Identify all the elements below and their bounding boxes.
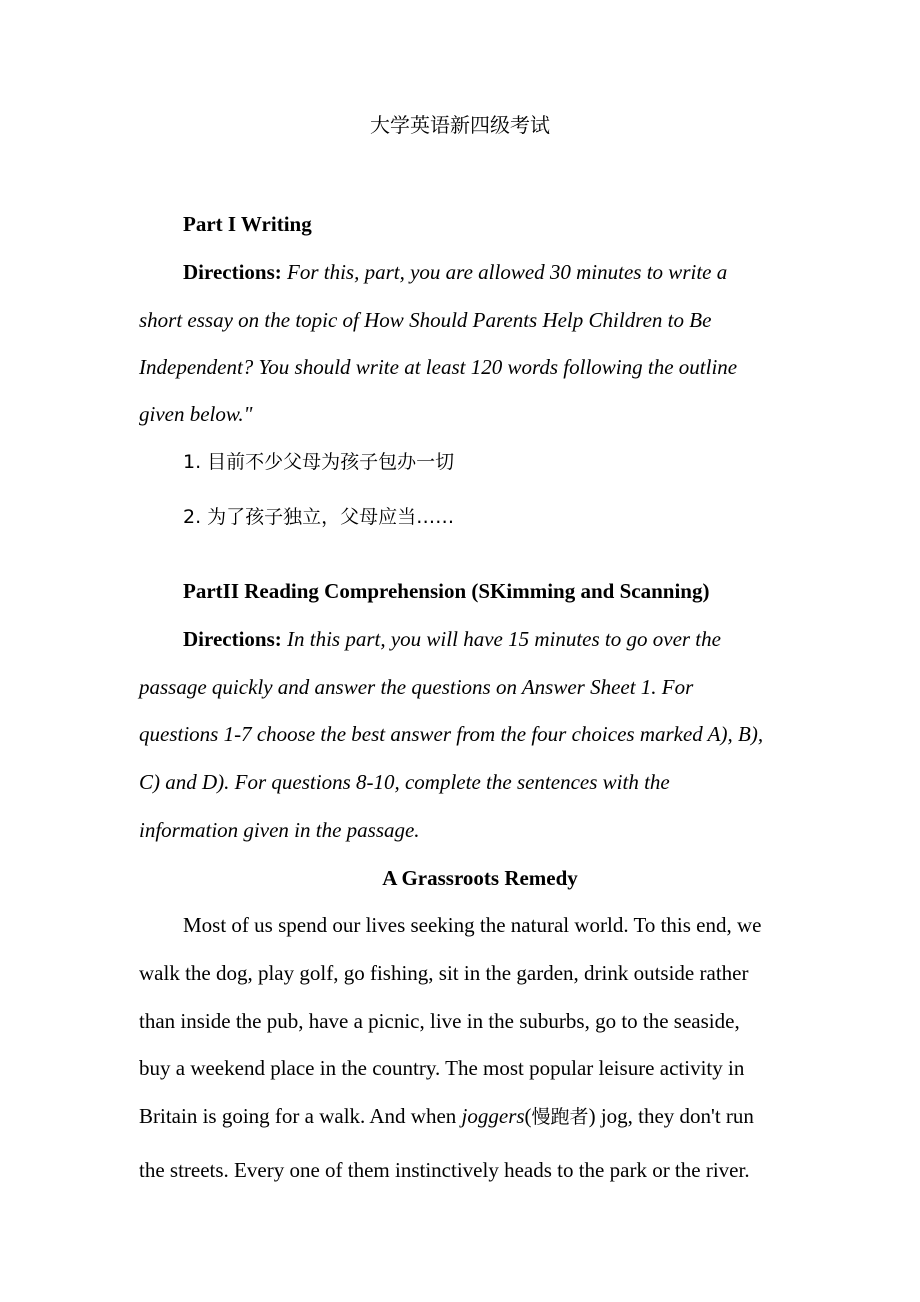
gloss-open-paren: ( xyxy=(524,1104,532,1128)
part1-directions-line-4: given below." xyxy=(139,402,253,426)
part2-heading: PartII Reading Comprehension (SKimming and Scanning) xyxy=(183,579,710,603)
part1-directions-text: For this, part, you are allowed 30 minutes to write a xyxy=(281,260,728,284)
part1-directions-line-1 xyxy=(183,257,727,287)
outline-item-2: 2. 为了孩子独立，父母应当…… xyxy=(183,506,455,528)
part2-directions-line-4: C) and D). For questions 8-10, complete the sentences with the xyxy=(139,770,670,794)
part1-directions-line-2: short essay on the topic of How Should Parents Help Children to Be xyxy=(139,308,712,332)
part2-directions-line-2: passage quickly and answer the questions on Answer Sheet 1. For xyxy=(139,675,694,699)
part2-directions-line-3: questions 1-7 choose the best answer from the four choices marked A), B), xyxy=(139,722,764,746)
part2-directions-line-5: information given in the passage. xyxy=(139,818,420,842)
passage-line-6: the streets. Every one of them instinctively heads to the park or the river. xyxy=(139,1158,750,1182)
part2-directions-label: Directions: xyxy=(183,627,282,651)
joggers-chinese-gloss: 慢跑者 xyxy=(531,1106,589,1128)
part2-directions-line-1 xyxy=(183,624,721,654)
gloss-close-paren: ) xyxy=(588,1104,596,1128)
part2-directions-text: In this part, you will have 15 minutes to go over the xyxy=(281,627,721,651)
joggers-term: joggers xyxy=(461,1104,525,1128)
part1-heading: Part I Writing xyxy=(183,212,312,236)
passage-line-4: buy a weekend place in the country. The most popular leisure activity in xyxy=(139,1056,745,1080)
passage-line-2: walk the dog, play golf, go fishing, sit in the garden, drink outside rather xyxy=(139,961,749,985)
passage-line-5-end: jog, they don't run xyxy=(595,1104,754,1128)
part1-directions-label: Directions: xyxy=(183,260,282,284)
outline-item-1: 1. 目前不少父母为孩子包办一切 xyxy=(183,451,455,473)
passage-title: A Grassroots Remedy xyxy=(382,866,578,890)
passage-line-5 xyxy=(139,1101,754,1132)
document-title: 大学英语新四级考试 xyxy=(370,113,550,137)
passage-line-1: Most of us spend our lives seeking the natural world. To this end, we xyxy=(183,913,762,937)
part1-directions-line-3: Independent? You should write at least 120 words following the outline xyxy=(139,355,738,379)
passage-line-5-start: Britain is going for a walk. And when xyxy=(139,1104,462,1128)
passage-line-3: than inside the pub, have a picnic, live in the suburbs, go to the seaside, xyxy=(139,1009,740,1033)
